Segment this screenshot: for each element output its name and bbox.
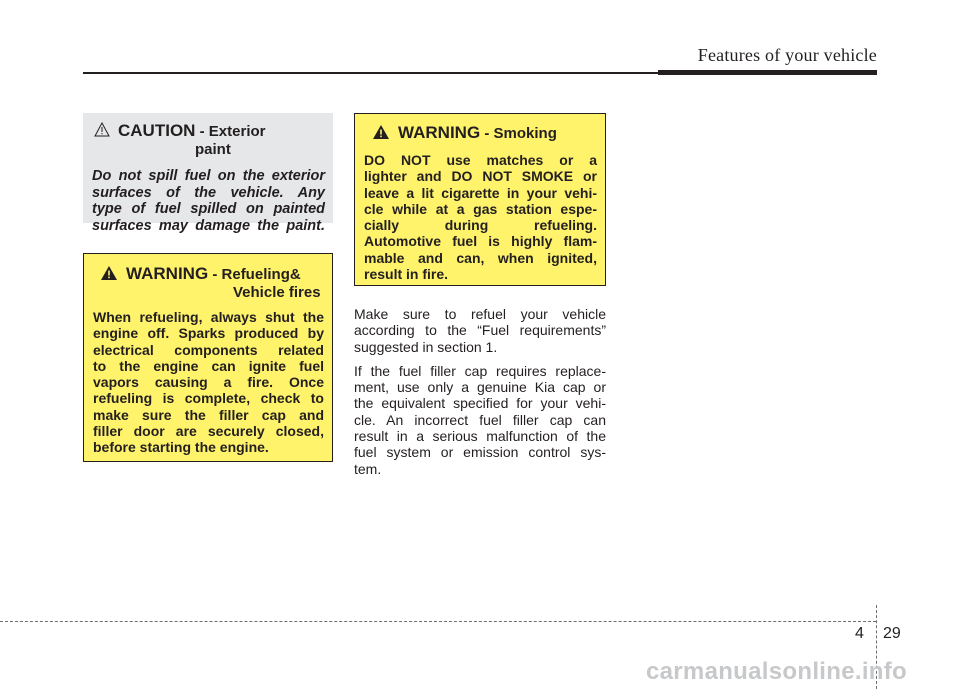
caution-title-row xyxy=(92,121,325,141)
warning-refueling-subject-line1: Refueling& xyxy=(221,266,301,283)
warning-refueling-box xyxy=(83,253,333,462)
warning-smoking-body-line: mable and can, when ignited, xyxy=(364,249,597,266)
caution-subject-line2: paint xyxy=(195,141,231,158)
body-line: ment, use only a genuine Kia cap or xyxy=(354,379,606,396)
caution-body-line: type of fuel spilled on painted xyxy=(92,201,325,217)
header-rule-thick xyxy=(658,70,877,75)
header-rule-thin xyxy=(83,72,661,74)
body-text-column xyxy=(354,306,606,485)
body-paragraph-filler-cap xyxy=(354,363,606,477)
warning-smoking-body-line: cle while at a gas station espe- xyxy=(364,200,597,217)
warning-refueling-body xyxy=(93,309,324,456)
warning-smoking-body-line: lighter and DO NOT SMOKE or xyxy=(364,168,597,185)
page-number: 29 xyxy=(883,625,901,642)
caution-exterior-paint-box xyxy=(83,113,333,234)
warning-refueling-body-line: refueling is complete, check to xyxy=(93,390,324,407)
caution-title xyxy=(118,121,266,141)
body-line: cle. An incorrect fuel filler cap can xyxy=(354,411,606,428)
warning-refueling-body-line: to the engine can ignite fuel xyxy=(93,357,324,374)
body-line: fuel system or emission control sys- xyxy=(354,444,606,461)
body-line: If the fuel filler cap requires replace- xyxy=(354,362,606,379)
warning-smoking-title xyxy=(398,123,557,143)
warning-smoking-body-line: Automotive fuel is highly flam- xyxy=(364,233,597,250)
warning-refueling-body-line: vapors causing a fire. Once xyxy=(93,374,324,391)
warning-refueling-body-line: engine off. Sparks produced by xyxy=(93,325,324,342)
caution-body-line: surfaces of the vehicle. Any xyxy=(92,184,325,201)
caution-label: CAUTION xyxy=(118,121,196,140)
warning-smoking-body-line: cially during refueling. xyxy=(364,217,597,234)
caution-body xyxy=(92,168,325,234)
warning-filled-triangle-icon xyxy=(100,265,118,281)
warning-refueling-body-line: When refueling, always shut the xyxy=(93,309,324,325)
warning-refueling-title xyxy=(126,264,301,284)
warning-dash: - xyxy=(480,125,494,142)
warning-dash: - xyxy=(208,266,222,283)
caution-body-line: Do not spill fuel on the exterior xyxy=(92,168,325,184)
footer-rule xyxy=(0,621,876,622)
body-line: result in a serious malfunction of the xyxy=(354,428,606,445)
warning-smoking-subject: Smoking xyxy=(493,125,557,142)
warning-refueling-body-line: filler door are securely closed, xyxy=(93,423,324,440)
warning-refueling-title-row xyxy=(93,264,324,284)
warning-label: WARNING xyxy=(126,264,209,283)
caution-body-line: surfaces may damage the paint. xyxy=(92,217,325,234)
warning-smoking-body-line: result in fire. xyxy=(364,266,449,283)
caution-outline-triangle-icon xyxy=(94,122,110,137)
warning-smoking-title-row xyxy=(364,123,597,143)
warning-refueling-body-line: make sure the filler cap and xyxy=(93,406,324,423)
page-header-title: Features of your vehicle xyxy=(697,45,877,65)
body-paragraph-fuel-requirements xyxy=(354,306,606,355)
warning-filled-triangle-icon xyxy=(372,124,390,140)
warning-smoking-box xyxy=(354,113,606,286)
warning-refueling-body-line: electrical components related xyxy=(93,341,324,358)
warning-smoking-body-line: leave a lit cigarette in your vehi- xyxy=(364,184,597,201)
body-line: tem. xyxy=(354,460,382,477)
chapter-number: 4 xyxy=(855,625,864,642)
body-line: according to the “Fuel requirements” xyxy=(354,322,606,339)
warning-smoking-body xyxy=(364,152,597,282)
body-line: suggested in section 1. xyxy=(354,338,498,355)
warning-smoking-body-line: DO NOT use matches or a xyxy=(364,152,597,168)
warning-refueling-subject-line2: Vehicle fires xyxy=(233,284,321,301)
body-line: the equivalent specified for your vehi- xyxy=(354,395,606,412)
warning-refueling-body-line: before starting the engine. xyxy=(93,439,269,456)
body-line: Make sure to refuel your vehicle xyxy=(354,306,606,322)
watermark: carmanualsonline.info xyxy=(646,658,908,685)
warning-label: WARNING xyxy=(398,123,481,142)
caution-dash: - xyxy=(195,123,209,140)
caution-subject-line1: Exterior xyxy=(208,123,266,140)
